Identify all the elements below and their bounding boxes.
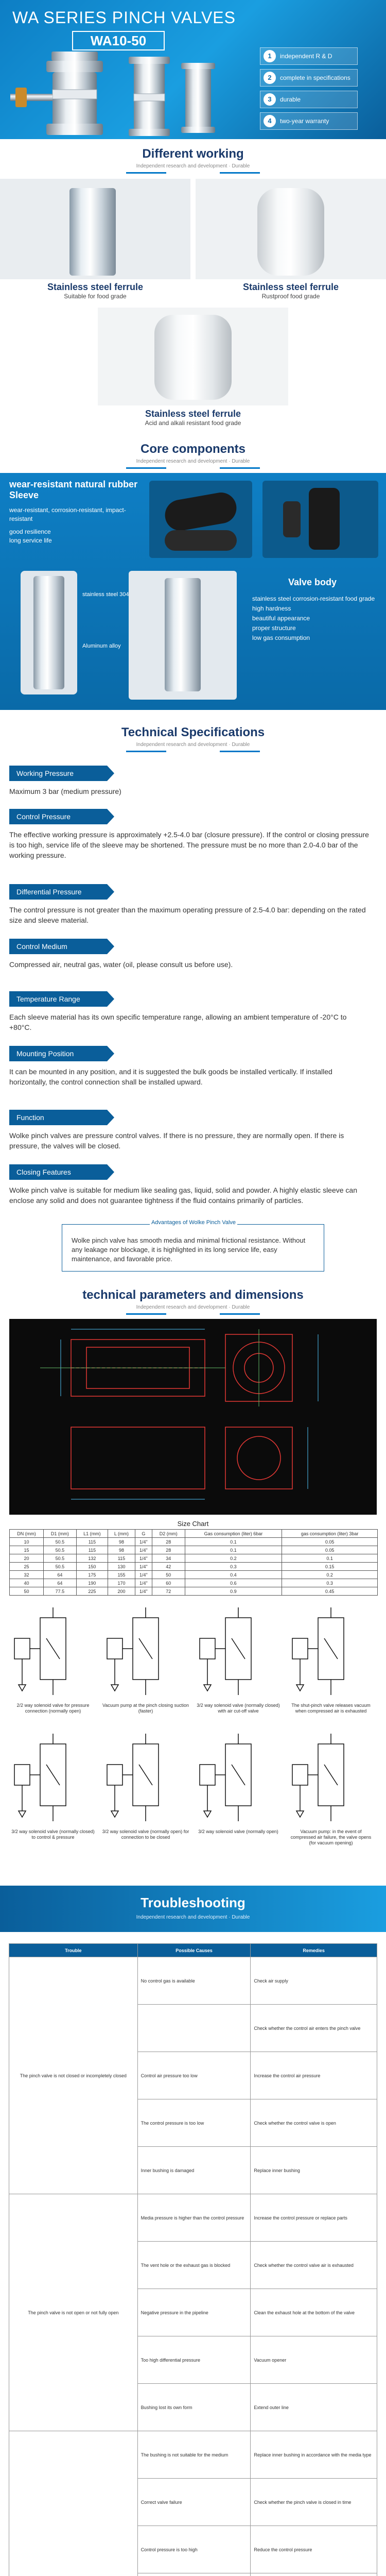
table-cell: 50.5 <box>44 1546 77 1554</box>
sleeve-points: wear-resistant, corrosion-resistant, impact-resistant good resilience long service life <box>9 506 126 544</box>
table-row <box>10 1587 378 1596</box>
trouble-table-wrap <box>9 1943 377 2576</box>
table-cell: 10 <box>10 1538 44 1546</box>
trouble-section <box>0 1886 386 2576</box>
table-row <box>10 1563 378 1571</box>
section-title: Troubleshooting <box>141 1895 245 1910</box>
table-row <box>10 1579 378 1587</box>
cause-cell: Media pressure is higher than the control pressure <box>137 2194 251 2242</box>
cause-cell <box>137 2573 251 2576</box>
spec-label: Differential Pressure <box>9 884 107 900</box>
table-cell: 225 <box>76 1587 108 1596</box>
cause-cell: Control pressure is too high <box>137 2526 251 2573</box>
spec-label: Temperature Range <box>9 991 107 1007</box>
table-cell: 1/4" <box>135 1579 152 1587</box>
feature-item: 4 two-year warranty <box>260 112 358 130</box>
title-divider <box>126 751 260 752</box>
remedy-cell: Increase the control air pressure <box>251 2052 377 2099</box>
table-cell: 28 <box>152 1546 185 1554</box>
trouble-cell: The pinch valve is not closed or incompletely closed <box>9 1957 138 2194</box>
table-cell: 32 <box>10 1571 44 1579</box>
pneumatic-circuit-icon <box>102 1607 189 1700</box>
table-cell: 0.3 <box>282 1579 378 1587</box>
advantage-text: Wolke pinch valve has smooth media and minimal frictional resistance. Without any leakage nor blockage, it is highlighted in its long service life, easy maintenance, and favorable price. <box>72 1236 306 1263</box>
schematic-caption: Vacuum pump: in the event of compressed air failure, the valve opens (for vacuum opening) <box>290 1829 372 1845</box>
table-cell: 64 <box>44 1571 77 1579</box>
hero-title: WA SERIES PINCH VALVES <box>12 8 236 27</box>
table-header: Remedies <box>251 1944 377 1957</box>
spec-label: Mounting Position <box>9 1046 107 1061</box>
table-cell: 0.2 <box>185 1554 282 1563</box>
cause-cell: Negative pressure in the pipeline <box>137 2289 251 2336</box>
table-cell: 115 <box>108 1554 135 1563</box>
table-cell: 1/4" <box>135 1546 152 1554</box>
size-chart-title: Size Chart <box>177 1520 209 1528</box>
remedy-cell: Check whether the pinch valve is closed in time <box>251 2479 377 2526</box>
trouble-table <box>9 1943 377 2576</box>
title-divider <box>126 467 260 469</box>
schematic-caption: 2/2 way solenoid valve for pressure connection (normally open) <box>16 1703 90 1714</box>
feature-item: 2 complete in specifications <box>260 69 358 87</box>
table-cell: 77.5 <box>44 1587 77 1596</box>
table-row <box>10 1571 378 1579</box>
table-cell: 20 <box>10 1554 44 1563</box>
remedy-cell: Replace inner bushing in accordance with the media type <box>251 2431 377 2479</box>
table-cell: 72 <box>152 1587 185 1596</box>
table-cell: 0.4 <box>185 1571 282 1579</box>
schematic-grid <box>9 1607 377 1860</box>
spec-label: Control Medium <box>9 939 107 954</box>
section-title: Core components <box>140 442 246 456</box>
table-cell: 50.5 <box>44 1538 77 1546</box>
specs-section <box>0 725 386 1272</box>
table-row <box>9 2194 377 2242</box>
table-cell: 1/4" <box>135 1538 152 1546</box>
table-row <box>10 1538 378 1546</box>
table-cell: 0.05 <box>282 1538 378 1546</box>
spec-label: Control Pressure <box>9 809 107 824</box>
remedy-cell: Extend outer line <box>251 2384 377 2431</box>
product-card-caption: Stainless steel ferrule Suitable for food grade <box>47 282 144 300</box>
product-card-caption: Stainless steel ferrule Acid and alkali resistant food grade <box>145 409 241 427</box>
spec-label: Working Pressure <box>9 766 107 781</box>
remedy-cell <box>251 2573 377 2576</box>
table-cell: 98 <box>108 1538 135 1546</box>
table-cell: 0.2 <box>282 1571 378 1579</box>
feature-item: 1 independent R & D <box>260 47 358 65</box>
product-card <box>196 179 386 279</box>
table-cell: 34 <box>152 1554 185 1563</box>
table-cell: 60 <box>152 1579 185 1587</box>
cause-cell: No control gas is available <box>137 1957 251 2005</box>
table-cell: 50 <box>152 1571 185 1579</box>
table-cell: 1/4" <box>135 1554 152 1563</box>
cause-cell <box>137 2005 251 2052</box>
cause-cell: The bushing is not suitable for the medium <box>137 2431 251 2479</box>
remedy-cell: Check whether the control air enters the pinch valve <box>251 2005 377 2052</box>
table-cell: 115 <box>76 1546 108 1554</box>
table-cell: 15 <box>10 1546 44 1554</box>
spec-label: Function <box>9 1110 107 1125</box>
spec-text: Wolke pinch valve is suitable for medium like sealing gas, liquid, solid and powder. A highly elastic sleeve can enclose any solid and does not guarantee tightness if the fluid contains primarily of particles. <box>9 1186 357 1205</box>
valve-body-image <box>129 571 237 700</box>
table-row <box>9 2431 377 2479</box>
spec-text: The effective working pressure is approximately +2.5-4.0 bar (closure pressure). If the control or closing pressure is too high, service life of the sleeve may be shortened. The pressure must be no more than 2.0-4.0 bar of the working pressure. <box>9 831 369 859</box>
table-header: Trouble <box>9 1944 138 1957</box>
table-cell: 0.1 <box>185 1538 282 1546</box>
table-cell: 1/4" <box>135 1563 152 1571</box>
table-cell: 1/4" <box>135 1587 152 1596</box>
section-subtitle: Independent research and development · Durable <box>136 459 250 464</box>
schematic-caption: 3/2 way solenoid valve (normally closed) to control & pressure <box>11 1829 95 1840</box>
sleeve-image <box>262 481 378 558</box>
spec-text: Compressed air, neutral gas, water (oil, please consult us before use). <box>9 960 233 969</box>
valve-cutaway <box>21 571 77 694</box>
cad-drawing-icon <box>9 1319 377 1515</box>
trouble-cell <box>9 2431 138 2576</box>
table-cell: 98 <box>108 1546 135 1554</box>
table-cell: 130 <box>108 1563 135 1571</box>
table-row <box>10 1546 378 1554</box>
table-cell: 25 <box>10 1563 44 1571</box>
section-subtitle: Independent research and development · Durable <box>136 163 250 169</box>
product-card <box>98 308 288 405</box>
sleeve-title: wear-resistant natural rubber Sleeve <box>9 479 138 500</box>
table-cell: 0.15 <box>282 1563 378 1571</box>
pneumatic-circuit-icon <box>9 1734 97 1826</box>
cause-cell: Control air pressure too low <box>137 2052 251 2099</box>
callout-label: stainless steel 304 <box>82 591 129 598</box>
spec-text: Wolke pinch valves are pressure control valves. If there is no pressure, they are normally open. If there is pressure, the valves will be closed. <box>9 1131 344 1150</box>
table-cell: 28 <box>152 1538 185 1546</box>
table-cell: 155 <box>108 1571 135 1579</box>
remedy-cell: Replace inner bushing <box>251 2147 377 2194</box>
section-title: technical parameters and dimensions <box>82 1288 304 1302</box>
table-cell: 190 <box>76 1579 108 1587</box>
section-title: Technical Specifications <box>121 725 265 739</box>
table-header: Possible Causes <box>137 1944 251 1957</box>
table-header: Gas consumption (liter) 6bar <box>185 1530 282 1538</box>
table-cell: 0.45 <box>282 1587 378 1596</box>
table-cell: 115 <box>76 1538 108 1546</box>
table-row <box>10 1554 378 1563</box>
table-cell: 0.6 <box>185 1579 282 1587</box>
schematic-diagram <box>195 1607 282 1728</box>
table-cell: 150 <box>76 1563 108 1571</box>
spec-text: Each sleeve material has its own specific temperature range, allowing an ambient temperature of -20°C to +80°C. <box>9 1013 347 1031</box>
schematic-diagram <box>195 1734 282 1855</box>
spec-text: The control pressure is not greater than the maximum operating pressure of 2.5-4.0 bar: depending on the rated size and sleeve material. <box>9 906 366 924</box>
remedy-cell: Check whether the control valve air is exhausted <box>251 2242 377 2289</box>
pneumatic-circuit-icon <box>287 1734 375 1826</box>
body-title: Valve body <box>288 577 337 587</box>
table-header: DN (mm) <box>10 1530 44 1538</box>
working-section <box>0 147 386 435</box>
table-cell: 0.1 <box>185 1546 282 1554</box>
table-header: D1 (mm) <box>44 1530 77 1538</box>
section-subtitle: Independent research and development · Durable <box>136 1304 250 1310</box>
cause-cell: Too high differential pressure <box>137 2336 251 2384</box>
remedy-cell: Vacuum opener <box>251 2336 377 2384</box>
schematic-caption: Vacuum pump at the pinch closing suction (faster) <box>102 1703 189 1714</box>
table-cell: 64 <box>44 1579 77 1587</box>
product-card <box>0 179 190 279</box>
body-points: stainless steel corrosion-resistant food grade high hardness beautiful appearance proper structure low gas consumption <box>252 595 375 641</box>
hero-banner <box>0 0 386 139</box>
cause-cell: The control pressure is too low <box>137 2099 251 2147</box>
dimensions-section <box>0 1288 386 1870</box>
schematic-diagram <box>102 1607 189 1728</box>
pneumatic-circuit-icon <box>195 1607 282 1700</box>
table-cell: 50.5 <box>44 1554 77 1563</box>
schematic-diagram <box>9 1734 97 1855</box>
remedy-cell: Reduce the control pressure <box>251 2526 377 2573</box>
advantage-box <box>62 1219 324 1272</box>
table-cell: 0.05 <box>282 1546 378 1554</box>
table-header: D2 (mm) <box>152 1530 185 1538</box>
spec-text: It can be mounted in any position, and it is suggested the bulk goods be installed vertically. If installed horizontally, the control connection shall be installed upward. <box>9 1067 332 1086</box>
cause-cell: The vent hole or the exhaust gas is blocked <box>137 2242 251 2289</box>
table-cell: 1/4" <box>135 1571 152 1579</box>
model-badge: WA10-50 <box>72 31 165 50</box>
pneumatic-circuit-icon <box>102 1734 189 1826</box>
table-cell: 42 <box>152 1563 185 1571</box>
spec-label: Closing Features <box>9 1164 107 1180</box>
pneumatic-circuit-icon <box>195 1734 282 1826</box>
spec-text: Maximum 3 bar (medium pressure) <box>9 787 121 795</box>
remedy-cell: Check whether the control valve is open <box>251 2099 377 2147</box>
sleeve-image <box>149 481 252 558</box>
core-section <box>0 442 386 710</box>
table-header: L1 (mm) <box>76 1530 108 1538</box>
schematic-caption: 3/2 way solenoid valve (normally open) for connection to be closed <box>102 1829 189 1840</box>
trouble-cell: The pinch valve is not open or not fully open <box>9 2194 138 2431</box>
table-cell: 40 <box>10 1579 44 1587</box>
table-cell: 50 <box>10 1587 44 1596</box>
section-subtitle: Independent research and development · Durable <box>136 1914 250 1920</box>
cause-cell: Correct valve failure <box>137 2479 251 2526</box>
size-table <box>9 1529 378 1596</box>
schematic-caption: 3/2 way solenoid valve (normally open) <box>198 1829 278 1834</box>
pneumatic-circuit-icon <box>9 1607 97 1700</box>
schematic-diagram <box>102 1734 189 1855</box>
table-row <box>9 1957 377 2005</box>
table-cell: 50.5 <box>44 1563 77 1571</box>
cause-cell: Bushing lost its own form <box>137 2384 251 2431</box>
title-divider <box>126 172 260 174</box>
cause-cell: Inner bushing is damaged <box>137 2147 251 2194</box>
section-title: Different working <box>142 147 244 161</box>
table-header: G <box>135 1530 152 1538</box>
table-header: L (mm) <box>108 1530 135 1538</box>
table-header: gas consumption (liter) 3bar <box>282 1530 378 1538</box>
size-chart <box>9 1529 378 1596</box>
hero-product-image <box>10 52 247 139</box>
remedy-cell: Check air supply <box>251 1957 377 2005</box>
remedy-cell: Clean the exhaust hole at the bottom of the valve <box>251 2289 377 2336</box>
schematic-diagram <box>287 1607 375 1728</box>
callout-label: Aluminum alloy <box>82 643 121 649</box>
table-cell: 0.3 <box>185 1563 282 1571</box>
schematic-diagram <box>287 1734 375 1855</box>
advantage-title: Advantages of Wolke Pinch Valve <box>150 1219 237 1226</box>
table-cell: 170 <box>108 1579 135 1587</box>
title-divider <box>126 1313 260 1315</box>
table-cell: 175 <box>76 1571 108 1579</box>
table-cell: 132 <box>76 1554 108 1563</box>
product-card-caption: Stainless steel ferrule Rustproof food grade <box>242 282 339 300</box>
remedy-cell: Increase the control pressure or replace parts <box>251 2194 377 2242</box>
schematic-diagram <box>9 1607 97 1728</box>
schematic-caption: 3/2 way solenoid valve (normally closed) with air cut-off valve <box>197 1703 280 1714</box>
pneumatic-circuit-icon <box>287 1607 375 1700</box>
schematic-caption: The shut-pinch valve releases vacuum when compressed air is exhausted <box>291 1703 371 1714</box>
table-cell: 200 <box>108 1587 135 1596</box>
table-cell: 0.1 <box>282 1554 378 1563</box>
table-cell: 0.9 <box>185 1587 282 1596</box>
dimension-drawing <box>9 1319 377 1515</box>
feature-item: 3 durable <box>260 91 358 108</box>
section-subtitle: Independent research and development · Durable <box>136 742 250 748</box>
